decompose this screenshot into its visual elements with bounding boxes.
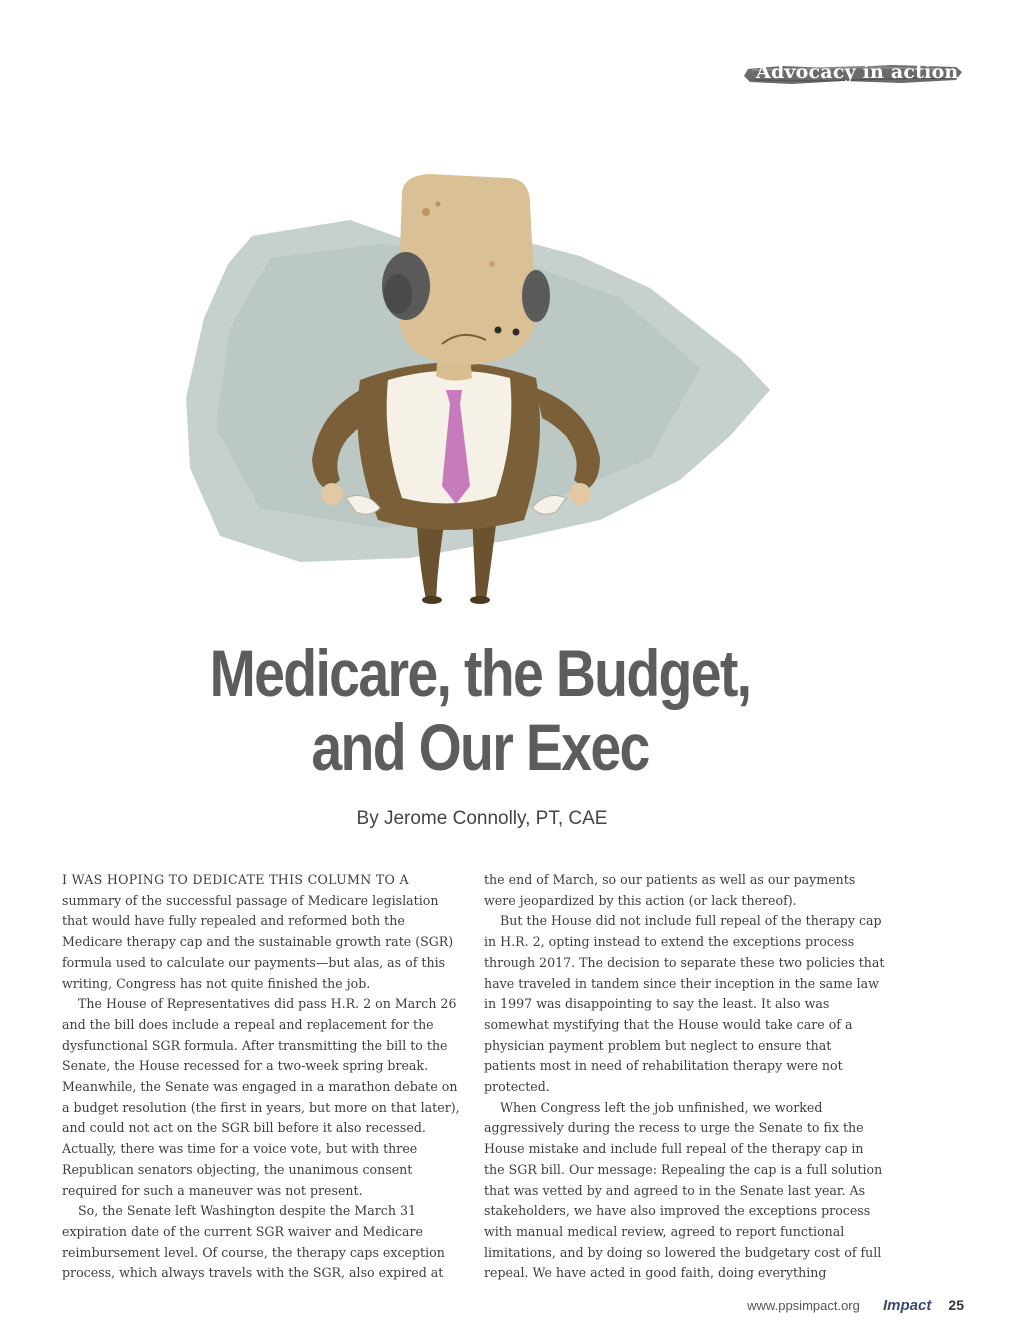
article-title: [169, 636, 791, 784]
article-paragraph: So, the Senate left Washington despite the March 31 expiration date of the current SGR waiver and Medicare reimbursement level. Of course, the therapy caps exception process, which always travels with the SGR, also expired at: [62, 1203, 445, 1281]
lead-in-text: I WAS HOPING TO DEDICATE THIS COLUMN TO A: [62, 872, 409, 887]
article-paragraph: When Congress left the job unfinished, we worked aggressively during the recess to urge the Senate to fix the House mistake and include full repeal of the therapy cap in the SGR bill. Our message: Repealing the cap is a full solution that was vetted by and agreed to in the Senate last year. As stakeholders, we have also improved the exceptions process with manual medical review, agreed to report functional limitations, and by doing so lowered the budgetary cost of full repeal. We have acted in good faith, doing everything: [484, 1099, 883, 1281]
magazine-logo: Impact: [882, 1297, 932, 1314]
article-byline: By Jerome Connolly, PT, CAE: [356, 808, 608, 829]
article-paragraph: But the House did not include full repeal of the therapy cap in H.R. 2, opting instead to extend the exceptions process through 2017. The decision to separate these two policies that have traveled in tandem since their inception in the same law in 1997 was disappointing to say the least. It also was somewhat mystifying that the House would take care of a physician payment problem but neglect to ensure that patients most in need of rehabilitation therapy were not protected.: [484, 913, 885, 1095]
article-paragraph: the end of March, so our patients as well as our payments were jeopardized by this action (or lack thereof).: [484, 872, 856, 908]
page-footer: [640, 1295, 964, 1317]
article-title-line-2: and Our Exec: [311, 710, 649, 784]
section-tag-label: Advocacy in action: [756, 61, 959, 83]
article-paragraph: The House of Representatives did pass H.R. 2 on March 26 and the bill does include a repeal and replacement for the dysfunctional SGR formula. After transmitting the bill to the Senate, the House recessed for a two-week spring break. Meanwhile, the Senate was engaged in a marathon debate on a budget resolution (the first in years, but more on that later), and could not act on the SGR bill before it also recessed. Actually, there was time for a voice vote, but with three Republican senators objecting, the unanimous consent required for such a maneuver was not present.: [62, 996, 460, 1198]
empty-pockets-businessman-illustration: [180, 168, 780, 622]
section-tag: [742, 60, 964, 90]
article-title-line-1: Medicare, the Budget,: [209, 636, 751, 710]
paragraph-text: summary of the successful passage of Medicare legislation that would have fully repealed and reformed both the Medicare therapy cap and the sustainable growth rate (SGR) formula used to calculate our payments—but alas, as of this writing, Congress has not quite finished the job.: [62, 892, 454, 991]
page-number: 25: [948, 1297, 964, 1313]
footer-url: www.ppsimpact.org: [747, 1298, 860, 1313]
article-paragraph: [62, 870, 464, 994]
article-column-left: [62, 870, 464, 1284]
article-column-right: [484, 870, 886, 1284]
